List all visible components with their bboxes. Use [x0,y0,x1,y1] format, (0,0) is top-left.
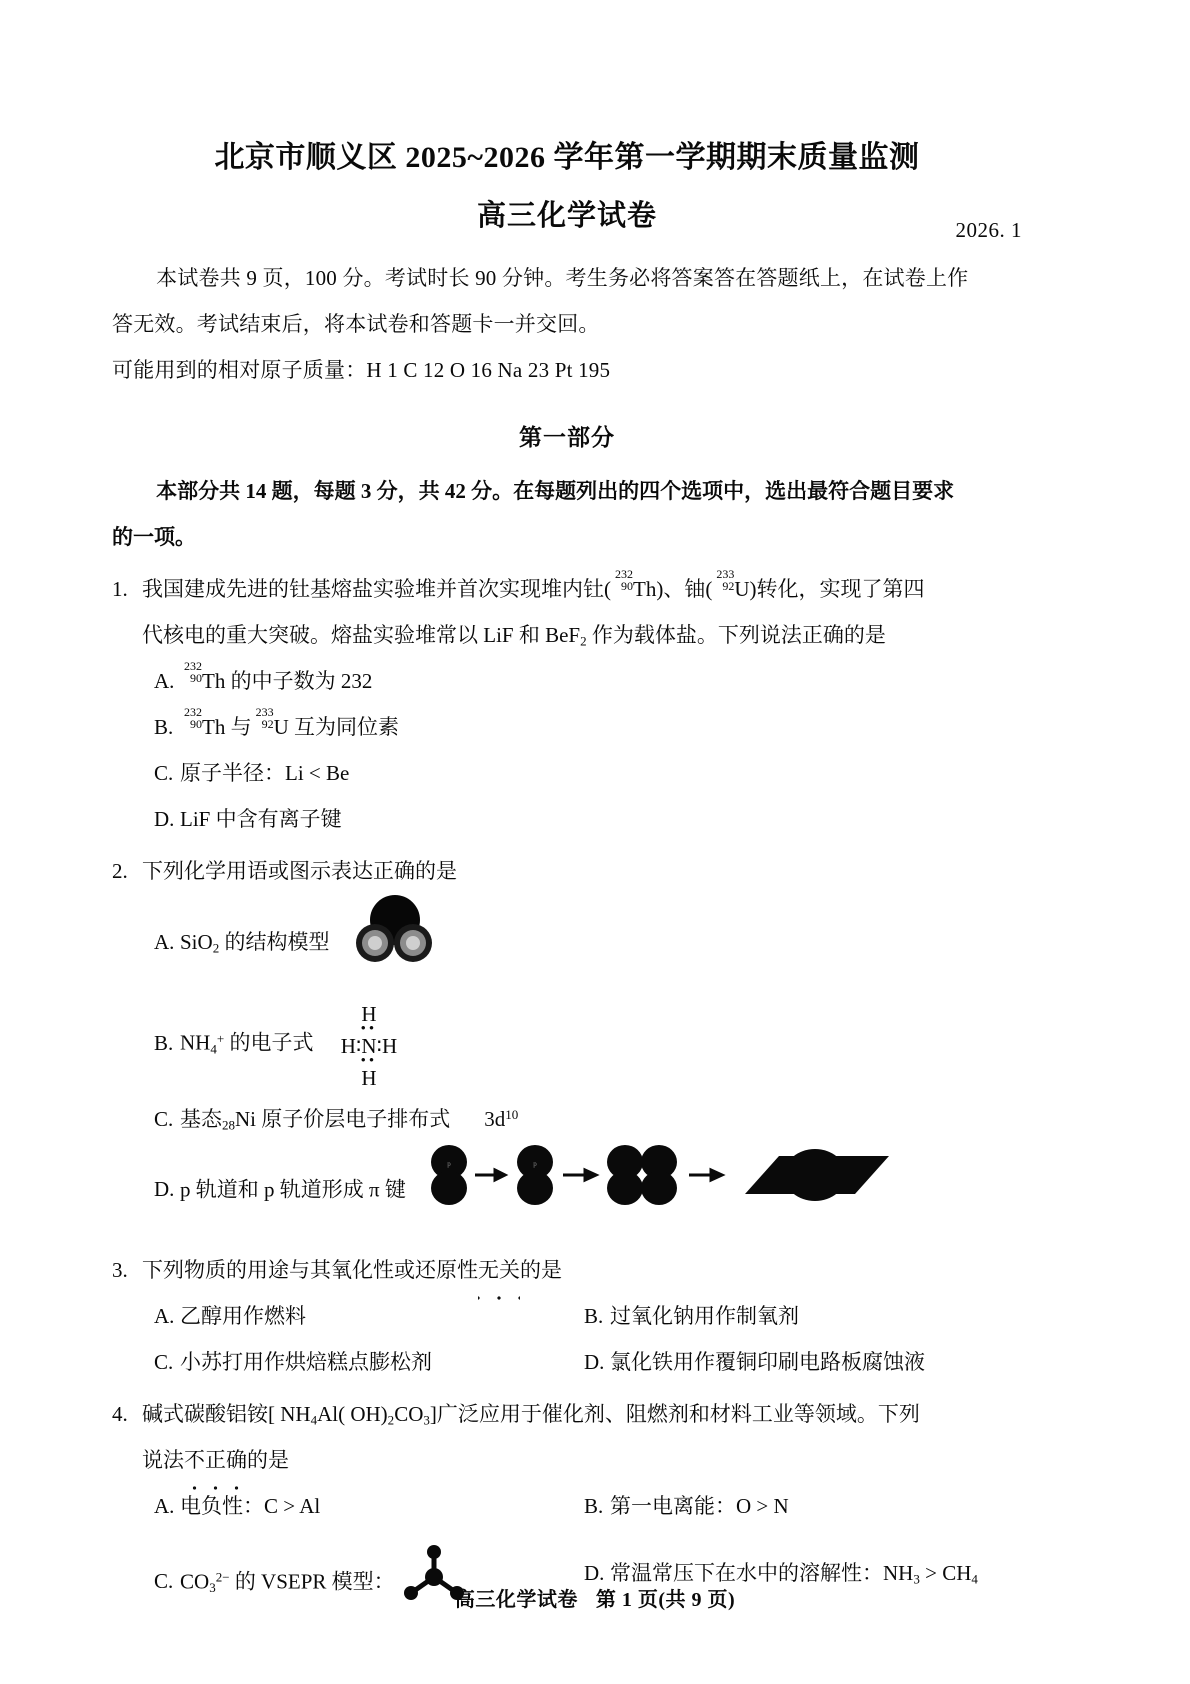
option-label-a: A. [154,929,175,954]
option-d-mid: > CH [919,1560,972,1585]
instructions-line-1: 本试卷共 9 页，100 分。考试时长 90 分钟。考生务必将答案答在答题纸上，在试卷上作 [156,266,969,290]
question-3-number: 3. [112,1257,128,1282]
co3-subscript: 3 [209,1579,216,1595]
lewis-right-hydrogen: H [381,1033,398,1058]
question-4-option-b[interactable] [584,1483,1022,1529]
question-1-text [142,566,1022,658]
question-1-option-b[interactable] [154,704,1022,750]
option-b-text: 第一电离能：O > N [610,1493,789,1518]
vsepr-option-text: 的 VSEPR 模型： [229,1568,395,1593]
option-c-text: 原子半径：Li < Be [180,761,350,785]
ni-atomic-number-subscript: 28 [222,1117,236,1133]
instructions-line-2: 答无效。考试结束后，将本试卷和答题卡一并交回。 [112,312,600,336]
option-b-text: 过氧化钠用作制氧剂 [610,1303,799,1328]
q1-stem-part-c: )转化，实现了第四 [749,577,925,601]
lewis-center-nitrogen: N [361,1033,377,1058]
q4-stem-d: ]广泛应用于催化剂、阻燃剂和材料工业等领域。下列 [429,1401,920,1426]
part-one-directions-1: 本部分共 14 题，每题 3 分，共 42 分。在每题列出的四个选项中，选出最符合题目要求 [156,479,955,503]
co3-charge-superscript: 2− [215,1569,230,1585]
question-2-option-c[interactable] [154,1096,1022,1142]
question-2-number: 2. [112,859,128,883]
question-1-option-a[interactable] [154,658,1022,704]
nh3-subscript: 3 [913,1571,920,1587]
question-2-options [154,894,1022,1241]
q4-stem-b: Al( OH) [317,1401,388,1426]
option-label-d: D. [584,1349,605,1374]
option-label-b: B. [584,1493,604,1518]
thorium-symbol-opt-b: Th [202,715,226,739]
question-4-text [142,1391,1022,1483]
question-3-option-b[interactable] [584,1293,1022,1339]
option-d-text: 氯化铁用作覆铜印刷电路板腐蚀液 [610,1349,925,1374]
option-label-c: C. [154,1349,174,1374]
nh4-option-text: 的电子式 [224,1030,314,1055]
option-label-a: A. [154,669,175,693]
lewis-top-electron-pair: •• [360,1021,378,1038]
q4-stem-line2-after: 的是 [247,1447,289,1472]
q3-stem-after: 的是 [520,1257,562,1282]
q4-stem-a: 碱式碳酸铝铵[ NH [142,1401,311,1426]
q1-stem-part-b: )、铀( [656,577,713,601]
option-label-a: A. [154,1303,175,1328]
page-footer [0,1583,1190,1612]
question-2-option-b[interactable] [154,1002,1022,1088]
relative-atomic-mass: 可能用到的相对原子质量：H 1 C 12 O 16 Na 23 Pt 195 [112,358,611,382]
question-3 [112,1247,1022,1385]
option-label-c: C. [154,1568,174,1593]
option-a-text: 电负性：C > Al [180,1493,321,1518]
q1-stem-part-a: 我国建成先进的钍基熔盐实验堆并首次实现堆内钍( [142,577,611,601]
ni-config-base: 3d [484,1106,506,1131]
option-label-d: D. [154,1176,175,1201]
ni-text-b: Ni 原子价层电子排布式 [235,1106,451,1131]
question-4-stem [112,1391,1022,1483]
option-d-text-a: 常温常压下在水中的溶解性：NH [610,1560,914,1585]
sio2-formula-base: SiO [180,929,213,954]
footer-page-number: 第 1 页(共 9 页) [595,1589,736,1611]
sio2-option-text: 的结构模型 [219,929,330,954]
question-3-option-c[interactable] [154,1339,584,1385]
thorium-232-isotope-opt-b: 232 90 [184,704,202,732]
q3-stem-before: 下列物质的用途与其氧化性或还原性 [142,1257,478,1282]
co3-subscript: 3 [423,1412,430,1428]
question-4-number: 4. [112,1401,128,1426]
exam-date: 2026. 1 [955,218,1022,242]
question-1-option-d[interactable] [154,796,1022,842]
q1-stem-line2-a: 代核电的重大突破。熔盐实验堆常以 LiF 和 BeF [142,623,581,647]
footer-title: 高三化学试卷 [454,1589,578,1611]
nh4-subscript: 4 [210,1041,217,1057]
nh4-formula-base: NH [180,1030,211,1055]
question-1-stem [112,566,1022,658]
lewis-left-hydrogen: H [340,1033,356,1058]
lewis-bottom-hydrogen: H [361,1065,377,1090]
part-one-directions-2: 的一项。 [112,525,196,549]
sio2-subscript: 2 [212,940,220,956]
ch4-subscript: 4 [971,1571,978,1587]
thorium-232-isotope-opt-a: 232 90 [184,658,202,686]
part-one-heading: 第一部分 [519,425,615,450]
svg-text:p: p [447,1159,451,1168]
bef2-subscript: 2 [580,633,587,649]
co3-formula-base: CO [180,1568,210,1593]
option-b-mid: 与 [225,715,252,739]
question-3-options-row-1 [154,1293,1022,1339]
q1-stem-line2-b: 作为载体盐。下列说法正确的是 [586,623,886,647]
nh4-lewis-structure-icon [341,1003,397,1089]
question-2-option-d[interactable] [154,1142,1022,1241]
option-label-c: C. [154,1106,174,1131]
question-2-stem [112,848,1022,894]
lewis-bottom-electron-pair: •• [360,1052,378,1069]
question-1-option-c[interactable] [154,750,1022,796]
option-label-d: D. [154,807,175,831]
q3-emphasis-wuguan: 无关 [478,1247,520,1293]
question-3-text [142,1247,1022,1293]
nh4-charge-superscript: + [216,1030,225,1046]
uranium-233-isotope-opt-b: 233 92 [255,704,274,732]
option-a-text: 的中子数为 232 [225,669,373,693]
p-orbital-pi-bond-formation-icon [427,1142,897,1241]
thorium-symbol: Th [633,577,657,601]
option-label-b: B. [154,1030,174,1055]
lewis-colon-left: ∶ [355,1033,362,1058]
thorium-232-isotope: 232 90 [615,566,633,594]
pi-bond-text: p 轨道和 p 轨道形成 π 键 [180,1176,406,1201]
option-label-b: B. [154,715,174,739]
option-label-c: C. [154,761,174,785]
question-2-option-a[interactable] [154,894,1022,994]
option-label-b: B. [584,1303,604,1328]
question-1-number: 1. [112,577,128,601]
option-d-text: LiF 中含有离子键 [180,807,342,831]
page-title: 北京市顺义区 2025~2026 学年第一学期期末质量监测 [214,141,920,174]
question-1 [112,566,1022,842]
question-4-options-row-1 [154,1483,1022,1529]
question-2 [112,848,1022,1241]
uranium-233-isotope: 233 92 [716,566,735,594]
option-label-d: D. [584,1560,605,1585]
sio2-space-filling-model-icon [349,894,441,994]
question-1-options [154,658,1022,842]
option-b-text: 互为同位素 [288,715,399,739]
question-3-option-d[interactable] [584,1339,1022,1385]
svg-text:p: p [533,1159,537,1168]
oh-subscript: 2 [387,1412,395,1428]
q4-stem-line2-before: 说法 [142,1447,184,1472]
lewis-colon-right: ∶ [376,1033,382,1058]
page-content [112,138,1022,1624]
subtitle-row [112,199,1022,247]
option-a-text: 乙醇用作燃料 [180,1303,306,1328]
option-c-text: 小苏打用作烘焙糕点膨松剂 [180,1349,432,1374]
option-label-a: A. [154,1493,175,1518]
question-3-stem [112,1247,1022,1293]
q4-stem-c: CO [394,1401,424,1426]
nh4-subscript: 4 [310,1412,318,1428]
question-3-options-row-2 [154,1339,1022,1385]
subject-title: 高三化学试卷 [476,200,657,232]
uranium-symbol: U [734,577,750,601]
question-2-text: 下列化学用语或图示表达正确的是 [142,859,457,883]
ni-text-a: 基态 [180,1106,222,1131]
q4-emphasis-buzhengque: 不正确 [184,1437,247,1483]
lewis-top-hydrogen: H [361,1002,377,1026]
ni-config-superscript: 10 [505,1106,519,1122]
thorium-symbol-opt-a: Th [202,669,226,693]
uranium-symbol-opt-b: U [273,715,289,739]
